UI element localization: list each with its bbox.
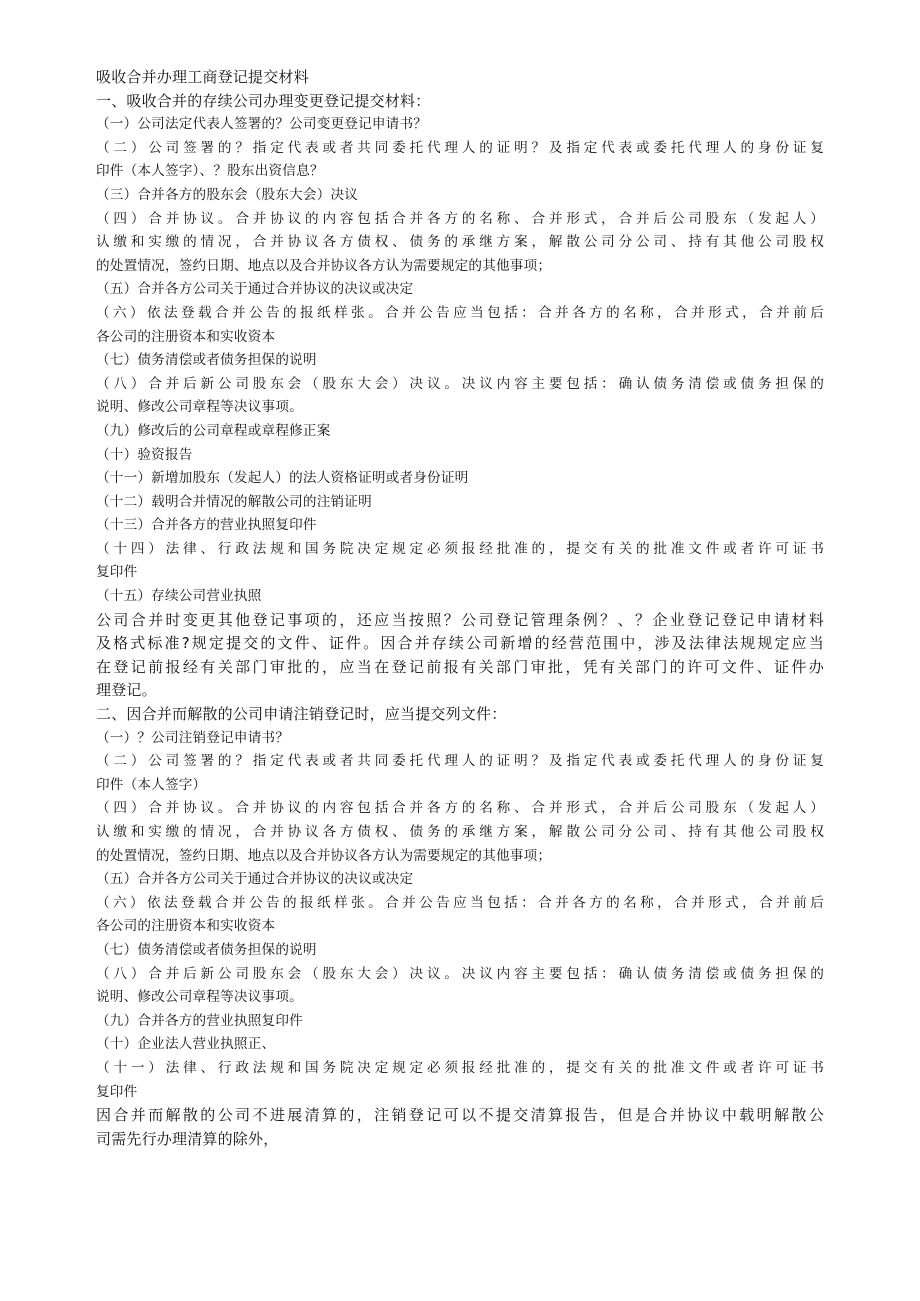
text-line: （七）债务清偿或者债务担保的说明	[96, 352, 317, 369]
text-line: （六）依法登载合并公告的报纸样张。合并公告应当包括：合并各方的名称，合并形式，合并前后	[96, 894, 824, 911]
text-line: 说明、修改公司章程等决议事项。	[96, 989, 303, 1006]
text-line: （八）合并后新公司股东会（股东大会）决议。决议内容主要包括：确认债务清偿或债务担保的	[96, 375, 824, 392]
text-line: 公司合并时变更其他登记事项的，还应当按照？公司登记管理条例？、？企业登记登记申请材料	[96, 610, 824, 629]
text-line: （四）合并协议。合并协议的内容包括合并各方的名称、合并形式，合并后公司股东（发起人）	[96, 210, 824, 227]
text-line: 在登记前报经有关部门审批的，应当在登记前报有关部门审批，凭有关部门的许可文件、证件办	[96, 657, 824, 676]
text-line: 各公司的注册资本和实收资本	[96, 918, 276, 935]
text-line: （十三）合并各方的营业执照复印件	[96, 517, 317, 534]
text-line: 的处置情况，签约日期、地点以及合并协议各方认为需要规定的其他事项；	[96, 257, 552, 274]
text-line: （十二）载明合并情况的解散公司的注销证明	[96, 493, 372, 510]
text-line: （六）依法登载合并公告的报纸样张。合并公告应当包括：合并各方的名称，合并形式，合并前后	[96, 304, 824, 321]
text-line: 理登记。	[96, 681, 157, 700]
text-line: （七）债务清偿或者债务担保的说明	[96, 941, 317, 958]
text-line: （一）？公司注销登记申请书？	[96, 729, 290, 746]
text-line: 复印件	[96, 1083, 138, 1100]
text-line: （十四）法律、行政法规和国务院决定规定必须报经批准的，提交有关的批准文件或者许可证书	[96, 540, 824, 557]
document-page	[96, 66, 824, 1151]
text-line: 印件（本人签字）、？股东出资信息？	[96, 163, 324, 180]
text-line: 认缴和实缴的情况，合并协议各方债权、债务的承继方案，解散公司分公司、持有其他公司股权	[96, 234, 824, 251]
text-line: （十）验资报告	[96, 446, 193, 463]
text-line: （十一）法律、行政法规和国务院决定规定必须报经批准的，提交有关的批准文件或者许可证书	[96, 1059, 824, 1076]
text-line: 印件（本人签字）	[96, 776, 207, 793]
text-line: （一）公司法定代表人签署的？公司变更登记申请书？	[96, 116, 428, 133]
text-line: （五）合并各方公司关于通过合并协议的决议或决定	[96, 281, 414, 298]
text-line: 复印件	[96, 564, 138, 581]
text-line: （五）合并各方公司关于通过合并协议的决议或决定	[96, 871, 414, 888]
text-line: 吸收合并办理工商登记提交材料	[96, 68, 309, 86]
text-line: 因合并而解散的公司不进展清算的，注销登记可以不提交清算报告，但是合并协议中载明解散公	[96, 1106, 824, 1125]
text-line: 说明、修改公司章程等决议事项。	[96, 399, 303, 416]
text-line: 一、吸收合并的存续公司办理变更登记提交材料：	[96, 91, 431, 110]
text-line: （三）合并各方的股东会（股东大会）决议	[96, 186, 359, 203]
text-line: 认缴和实缴的情况，合并协议各方债权、债务的承继方案，解散公司分公司、持有其他公司股权	[96, 824, 824, 840]
text-line: （十一）新增加股东（发起人）的法人资格证明或者身份证明	[96, 470, 469, 487]
text-line: （十）企业法人营业执照正、	[96, 1036, 276, 1053]
text-line: （九）修改后的公司章程或章程修正案	[96, 422, 331, 439]
text-line: 司需先行办理清算的除外，	[96, 1129, 279, 1148]
text-line: （八）合并后新公司股东会（股东大会）决议。决议内容主要包括：确认债务清偿或债务担保的	[96, 965, 824, 982]
text-line: 及格式标准?规定提交的文件、证件。因合并存续公司新增的经营范围中，涉及法律法规规定应当	[96, 634, 824, 653]
text-line: （二）公司签署的？指定代表或者共同委托代理人的证明？及指定代表或委托代理人的身份证复	[96, 139, 824, 156]
text-line: （四）合并协议。合并协议的内容包括合并各方的名称、合并形式，合并后公司股东（发起人）	[96, 800, 824, 817]
text-line: （二）公司签署的？指定代表或者共同委托代理人的证明？及指定代表或委托代理人的身份证复	[96, 753, 824, 770]
text-line: （十五）存续公司营业执照	[96, 588, 262, 605]
text-line: 二、因合并而解散的公司申请注销登记时，应当提交列文件：	[96, 705, 507, 724]
text-line: 的处置情况，签约日期、地点以及合并协议各方认为需要规定的其他事项；	[96, 847, 552, 864]
text-line: （九）合并各方的营业执照复印件	[96, 1012, 303, 1029]
text-line: 各公司的注册资本和实收资本	[96, 328, 276, 345]
